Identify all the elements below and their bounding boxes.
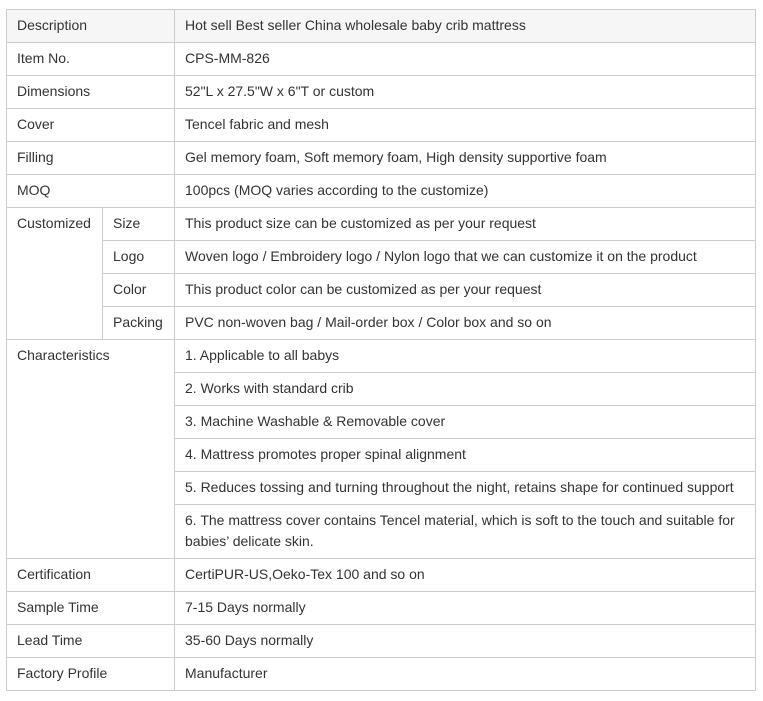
customized-size-value: This product size can be customized as per your request	[175, 208, 756, 241]
lead-time-value: 35-60 Days normally	[175, 625, 756, 658]
spec-table	[6, 9, 756, 691]
table-row	[7, 43, 756, 76]
customized-packing-label: Packing	[103, 307, 175, 340]
table-row	[7, 175, 756, 208]
characteristic-item: 2. Works with standard crib	[175, 373, 756, 406]
characteristic-item: 3. Machine Washable & Removable cover	[175, 406, 756, 439]
filling-value: Gel memory foam, Soft memory foam, High density supportive foam	[175, 142, 756, 175]
table-row	[7, 559, 756, 592]
dimensions-value: 52"L x 27.5"W x 6"T or custom	[175, 76, 756, 109]
filling-label: Filling	[7, 142, 175, 175]
item-no-value: CPS-MM-826	[175, 43, 756, 76]
table-row	[7, 625, 756, 658]
table-row	[7, 109, 756, 142]
customized-logo-value: Woven logo / Embroidery logo / Nylon logo that we can customize it on the product	[175, 241, 756, 274]
sample-time-label: Sample Time	[7, 592, 175, 625]
table-row	[7, 76, 756, 109]
certification-label: Certification	[7, 559, 175, 592]
factory-profile-value: Manufacturer	[175, 658, 756, 691]
customized-label: Customized	[7, 208, 103, 340]
table-row	[7, 10, 756, 43]
customized-color-value: This product color can be customized as per your request	[175, 274, 756, 307]
table-row	[7, 274, 756, 307]
table-row	[7, 241, 756, 274]
table-row	[7, 658, 756, 691]
table-row	[7, 142, 756, 175]
description-value: Hot sell Best seller China wholesale baby crib mattress	[175, 10, 756, 43]
characteristic-item: 1. Applicable to all babys	[175, 340, 756, 373]
description-label: Description	[7, 10, 175, 43]
table-row	[7, 340, 756, 373]
customized-packing-value: PVC non-woven bag / Mail-order box / Color box and so on	[175, 307, 756, 340]
cover-value: Tencel fabric and mesh	[175, 109, 756, 142]
moq-label: MOQ	[7, 175, 175, 208]
moq-value: 100pcs (MOQ varies according to the customize)	[175, 175, 756, 208]
table-row	[7, 592, 756, 625]
dimensions-label: Dimensions	[7, 76, 175, 109]
characteristic-item: 5. Reduces tossing and turning throughout the night, retains shape for continued support	[175, 472, 756, 505]
lead-time-label: Lead Time	[7, 625, 175, 658]
table-row	[7, 208, 756, 241]
item-no-label: Item No.	[7, 43, 175, 76]
characteristic-item: 6. The mattress cover contains Tencel material, which is soft to the touch and suitable for babies’ delicate skin.	[175, 505, 756, 559]
factory-profile-label: Factory Profile	[7, 658, 175, 691]
sample-time-value: 7-15 Days normally	[175, 592, 756, 625]
characteristic-item: 4. Mattress promotes proper spinal alignment	[175, 439, 756, 472]
table-row	[7, 307, 756, 340]
cover-label: Cover	[7, 109, 175, 142]
customized-logo-label: Logo	[103, 241, 175, 274]
customized-size-label: Size	[103, 208, 175, 241]
customized-color-label: Color	[103, 274, 175, 307]
certification-value: CertiPUR-US,Oeko-Tex 100 and so on	[175, 559, 756, 592]
characteristics-label: Characteristics	[7, 340, 175, 559]
